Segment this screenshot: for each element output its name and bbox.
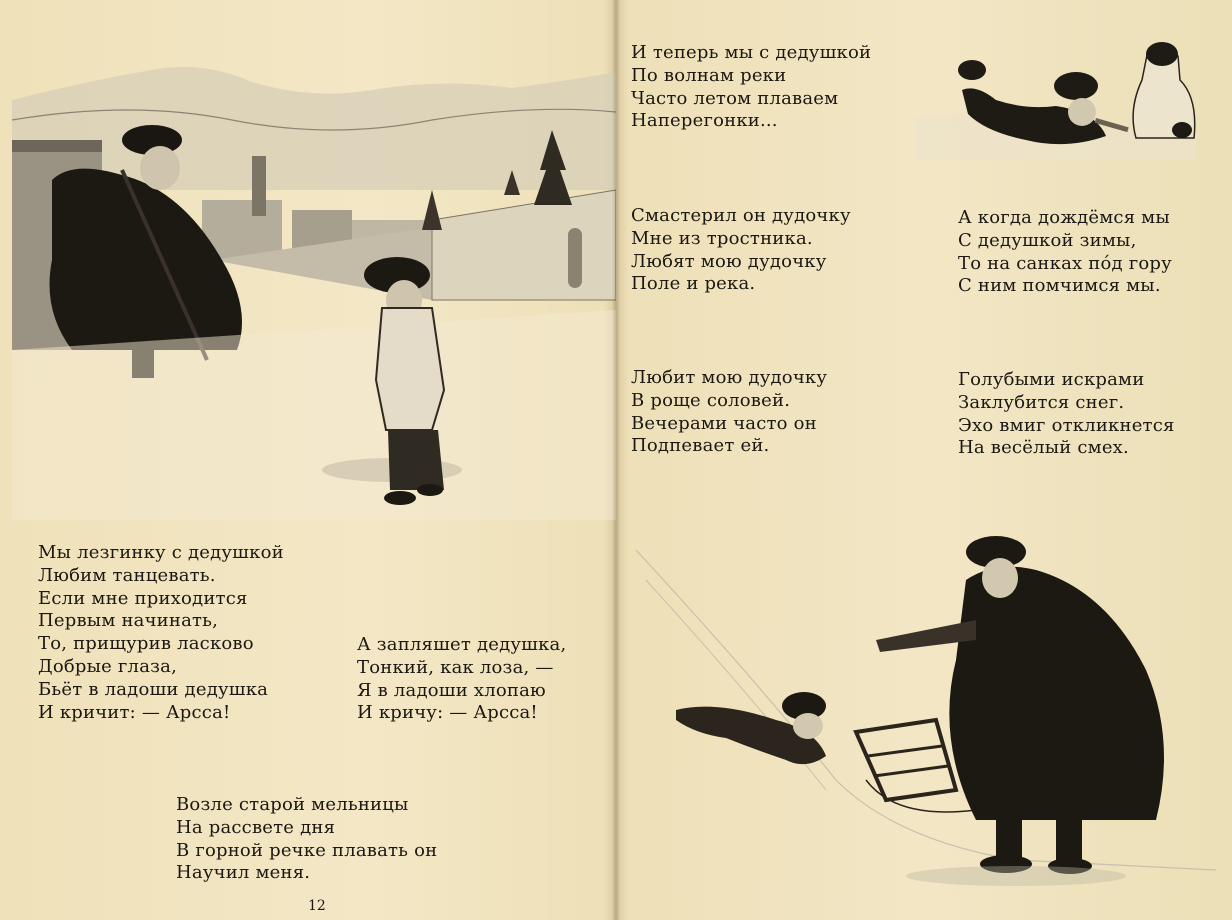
- stanza-line: И кричит: — Арсса!: [38, 701, 231, 723]
- stanza-line: Бьёт в ладоши дедушка: [38, 678, 269, 700]
- stanza-line: То на санках по́д гору: [958, 252, 1172, 274]
- stanza-line: Наперегонки...: [631, 110, 778, 132]
- stanza-line: То, прищурив ласково: [38, 633, 254, 655]
- stanza-mill: [176, 794, 437, 885]
- stanza-line: С дедушкой зимы,: [958, 229, 1137, 251]
- stanza-line: Если мне приходится: [38, 587, 248, 609]
- stanza-line: И кричу: — Арсса!: [357, 702, 538, 724]
- stanza-line: Часто летом плаваем: [631, 87, 839, 109]
- stanza-line: Любим танцевать.: [38, 564, 216, 586]
- stanza-line: Подпевает ей.: [631, 435, 770, 457]
- stanza-line: С ним помчимся мы.: [958, 275, 1161, 297]
- stanza-line: На весёлый смех.: [958, 437, 1129, 459]
- stanza-line: Я в ладоши хлопаю: [357, 679, 546, 701]
- stanza-line: По волнам реки: [631, 64, 787, 86]
- stanza-nightingale: [631, 367, 827, 458]
- sledding-scene-illustration: [636, 520, 1216, 890]
- stanza-line: Мне из тростника.: [631, 227, 813, 249]
- stanza-dance-2: [357, 634, 566, 725]
- stanza-dance-1: [38, 542, 284, 724]
- stanza-line: И теперь мы с дедушкой: [631, 42, 872, 63]
- stanza-line: В горной речке плавать он: [176, 839, 438, 861]
- stanza-snow: [958, 369, 1175, 460]
- village-winter-illustration: [12, 60, 616, 520]
- stanza-line: На рассвете дня: [176, 816, 336, 838]
- stanza-line: Первым начинать,: [38, 610, 219, 632]
- stanza-line: Смастерил он дудочку: [631, 205, 851, 226]
- right-page: [616, 0, 1232, 920]
- stanza-line: Любит мою дудочку: [631, 367, 828, 388]
- stanza-line: Научил меня.: [176, 862, 311, 884]
- stanza-winter: [958, 207, 1172, 298]
- stanza-line: В роще соловей.: [631, 389, 791, 411]
- stanza-line: А когда дождёмся мы: [958, 207, 1170, 228]
- stanza-line: Поле и река.: [631, 273, 756, 295]
- stanza-line: Добрые глаза,: [38, 655, 177, 677]
- stanza-line: Мы лезгинку с дедушкой: [38, 542, 284, 563]
- stanza-river: [631, 42, 871, 133]
- page-number: 12: [308, 898, 326, 914]
- stanza-line: Вечерами часто он: [631, 412, 817, 434]
- stanza-line: Тонкий, как лоза, —: [357, 656, 554, 678]
- stanza-line: Возле старой мельницы: [176, 794, 409, 815]
- stanza-line: Эхо вмиг откликнется: [958, 414, 1175, 436]
- stanza-flute: [631, 205, 851, 296]
- boy-with-flute-and-dog-illustration: [916, 40, 1196, 160]
- stanza-line: Голубыми искрами: [958, 369, 1145, 390]
- stanza-line: А запляшет дедушка,: [357, 634, 567, 655]
- stanza-line: Заклубится снег.: [958, 391, 1125, 413]
- stanza-line: Любят мою дудочку: [631, 250, 827, 272]
